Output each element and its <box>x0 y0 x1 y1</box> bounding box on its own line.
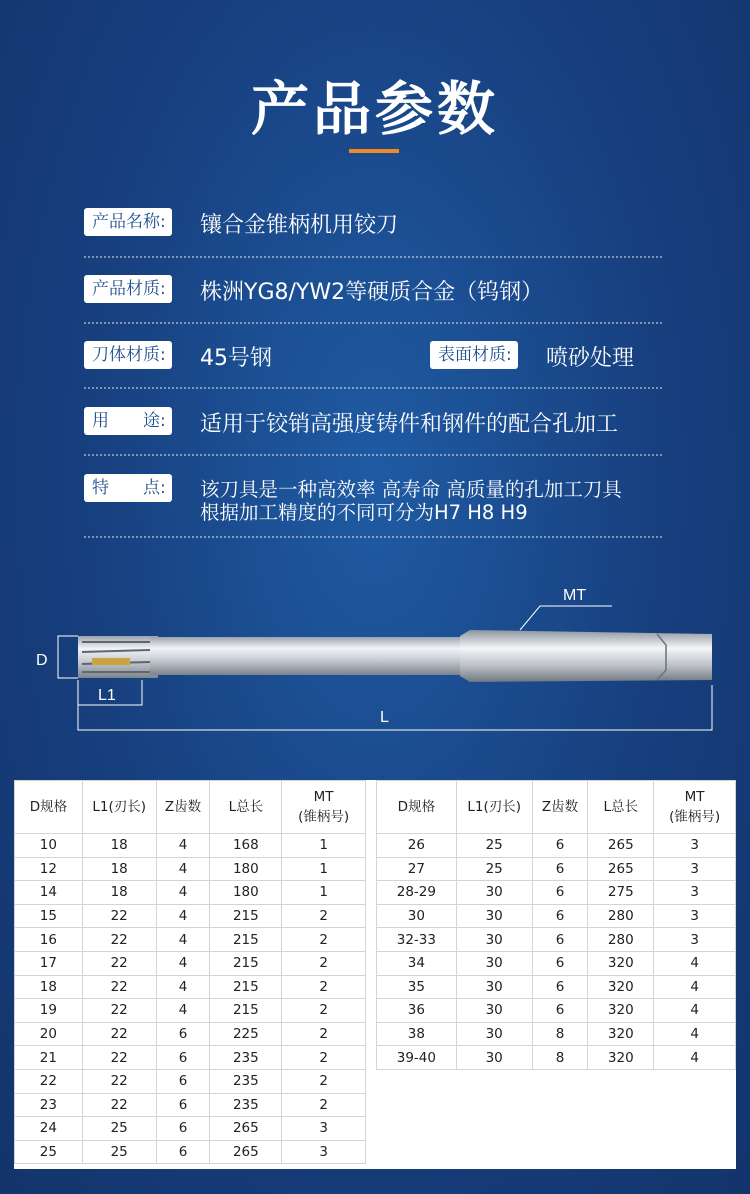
reamer-body <box>150 637 462 675</box>
header-l: L总长 <box>588 781 654 834</box>
table-cell: 1 <box>282 834 366 858</box>
table-cell: 4 <box>156 904 210 928</box>
table-cell: 4 <box>654 1046 736 1070</box>
table-cell: 22 <box>82 904 156 928</box>
table-cell: 2 <box>282 1069 366 1093</box>
table-cell: 12 <box>15 857 83 881</box>
table-cell: 215 <box>210 904 282 928</box>
table-cell: 6 <box>532 857 588 881</box>
param-value-material: 株洲YG8/YW2等硬质合金（钨钢） <box>200 280 544 305</box>
table-cell: 320 <box>588 975 654 999</box>
table-cell: 26 <box>377 834 457 858</box>
table-cell: 22 <box>82 1022 156 1046</box>
table-cell: 2 <box>282 975 366 999</box>
table-cell: 30 <box>456 881 532 905</box>
table-row <box>15 1140 366 1164</box>
table-cell: 25 <box>15 1140 83 1164</box>
table-cell: 265 <box>210 1140 282 1164</box>
table-row <box>15 951 366 975</box>
table-row <box>15 1069 366 1093</box>
table-cell: 6 <box>156 1022 210 1046</box>
divider <box>84 454 662 456</box>
label-l: L <box>380 709 389 726</box>
reamer-diagram <box>0 575 750 745</box>
param-row-features <box>84 474 662 524</box>
table-cell: 2 <box>282 928 366 952</box>
table-cell: 28-29 <box>377 881 457 905</box>
table-cell: 6 <box>156 1069 210 1093</box>
param-label-name: 产品名称: <box>84 208 172 236</box>
table-cell: 18 <box>15 975 83 999</box>
table-cell: 2 <box>282 904 366 928</box>
param-row-name <box>84 208 662 236</box>
table-cell: 4 <box>156 928 210 952</box>
table-cell: 6 <box>532 975 588 999</box>
table-cell: 20 <box>15 1022 83 1046</box>
table-cell: 25 <box>456 857 532 881</box>
table-cell: 3 <box>282 1140 366 1164</box>
table-row <box>15 834 366 858</box>
table-cell: 265 <box>588 857 654 881</box>
table-row <box>377 975 736 999</box>
header-l1: L1(刃长) <box>82 781 156 834</box>
table-row <box>15 1046 366 1070</box>
header-z: Z齿数 <box>532 781 588 834</box>
table-cell: 180 <box>210 881 282 905</box>
table-cell: 18 <box>82 834 156 858</box>
table-cell: 32-33 <box>377 928 457 952</box>
table-cell: 225 <box>210 1022 282 1046</box>
table-cell: 8 <box>532 1046 588 1070</box>
divider <box>84 536 662 538</box>
label-d: D <box>36 652 48 669</box>
table-cell: 4 <box>156 951 210 975</box>
param-value-usage: 适用于铰销高强度铸件和钢件的配合孔加工 <box>200 412 619 437</box>
table-cell: 22 <box>82 999 156 1023</box>
table-cell: 6 <box>532 951 588 975</box>
table-cell: 19 <box>15 999 83 1023</box>
header-mt-line1: MT <box>313 789 334 805</box>
header-mt <box>282 781 366 834</box>
table-cell: 30 <box>456 951 532 975</box>
header-mt-line1: MT <box>684 789 705 805</box>
table-row <box>377 999 736 1023</box>
divider <box>84 387 662 389</box>
table-cell: 16 <box>15 928 83 952</box>
table-cell: 3 <box>654 834 736 858</box>
table-cell: 4 <box>654 1022 736 1046</box>
header-l: L总长 <box>210 781 282 834</box>
table-cell: 215 <box>210 951 282 975</box>
page-title: 产品参数 <box>250 75 499 143</box>
header-mt-line2: (锥柄号) <box>669 809 721 825</box>
table-row <box>15 857 366 881</box>
title-underline <box>349 149 399 153</box>
table-row <box>377 881 736 905</box>
divider <box>84 256 662 258</box>
param-row-usage <box>84 407 662 435</box>
table-cell: 22 <box>82 1069 156 1093</box>
table-cell: 235 <box>210 1093 282 1117</box>
param-label-body-material: 刀体材质: <box>84 341 172 369</box>
table-cell: 25 <box>82 1140 156 1164</box>
param-value-name: 镶合金锥柄机用铰刀 <box>200 213 399 238</box>
label-mt: MT <box>563 587 587 604</box>
table-cell: 18 <box>82 881 156 905</box>
table-cell: 24 <box>15 1117 83 1141</box>
table-cell: 235 <box>210 1046 282 1070</box>
table-cell: 4 <box>654 999 736 1023</box>
header-d: D规格 <box>377 781 457 834</box>
header-z: Z齿数 <box>156 781 210 834</box>
reamer-taper-shank <box>460 630 712 682</box>
table-cell: 4 <box>156 975 210 999</box>
table-row <box>15 881 366 905</box>
table-row <box>377 857 736 881</box>
table-cell: 25 <box>456 834 532 858</box>
table-cell: 168 <box>210 834 282 858</box>
table-cell: 320 <box>588 951 654 975</box>
table-cell: 4 <box>654 975 736 999</box>
table-cell: 6 <box>532 904 588 928</box>
table-cell: 10 <box>15 834 83 858</box>
table-row <box>377 904 736 928</box>
table-cell: 14 <box>15 881 83 905</box>
param-label-surface: 表面材质: <box>430 341 518 369</box>
table-cell: 6 <box>532 881 588 905</box>
table-cell: 320 <box>588 1046 654 1070</box>
param-value-features-line1: 该刀具是一种高效率 高寿命 高质量的孔加工刀具 <box>200 478 622 501</box>
header-l1: L1(刃长) <box>456 781 532 834</box>
table-cell: 22 <box>82 928 156 952</box>
table-cell: 30 <box>456 1022 532 1046</box>
table-row <box>15 975 366 999</box>
table-cell: 3 <box>654 857 736 881</box>
table-row <box>15 928 366 952</box>
param-label-usage: 用 途: <box>84 407 172 435</box>
table-cell: 320 <box>588 1022 654 1046</box>
table-cell: 27 <box>377 857 457 881</box>
table-cell: 23 <box>15 1093 83 1117</box>
table-cell: 3 <box>654 928 736 952</box>
table-cell: 8 <box>532 1022 588 1046</box>
table-cell: 275 <box>588 881 654 905</box>
table-cell: 1 <box>282 857 366 881</box>
table-cell: 30 <box>377 904 457 928</box>
table-cell: 2 <box>282 1022 366 1046</box>
table-row <box>377 1046 736 1070</box>
table-cell: 3 <box>654 881 736 905</box>
table-cell: 2 <box>282 1093 366 1117</box>
table-row <box>15 1022 366 1046</box>
table-cell: 4 <box>156 999 210 1023</box>
param-value-features-line2: 根据加工精度的不同可分为H7 H8 H9 <box>200 501 528 524</box>
table-cell: 4 <box>654 951 736 975</box>
table-cell: 39-40 <box>377 1046 457 1070</box>
table-row <box>15 1093 366 1117</box>
table-row <box>377 834 736 858</box>
table-header-row <box>377 781 736 834</box>
param-row-body-material <box>84 341 662 369</box>
header-d: D规格 <box>15 781 83 834</box>
table-header-row <box>15 781 366 834</box>
table-cell: 4 <box>156 857 210 881</box>
table-cell: 1 <box>282 881 366 905</box>
table-cell: 215 <box>210 928 282 952</box>
table-cell: 22 <box>82 1093 156 1117</box>
table-cell: 22 <box>82 1046 156 1070</box>
table-row <box>15 999 366 1023</box>
param-row-material <box>84 275 662 303</box>
table-cell: 30 <box>456 904 532 928</box>
param-value-surface: 喷砂处理 <box>546 346 635 371</box>
table-row <box>377 951 736 975</box>
table-cell: 4 <box>156 881 210 905</box>
param-value-body-material: 45号钢 <box>200 346 272 371</box>
table-cell: 3 <box>654 904 736 928</box>
table-cell: 30 <box>456 1046 532 1070</box>
table-cell: 280 <box>588 928 654 952</box>
table-cell: 6 <box>532 999 588 1023</box>
table-cell: 25 <box>82 1117 156 1141</box>
table-cell: 4 <box>156 834 210 858</box>
table-cell: 215 <box>210 975 282 999</box>
table-cell: 17 <box>15 951 83 975</box>
table-cell: 30 <box>456 999 532 1023</box>
table-cell: 6 <box>156 1093 210 1117</box>
spec-table-right <box>376 780 736 1070</box>
table-cell: 235 <box>210 1069 282 1093</box>
table-cell: 6 <box>532 834 588 858</box>
param-label-material: 产品材质: <box>84 275 172 303</box>
table-cell: 2 <box>282 1046 366 1070</box>
table-cell: 265 <box>588 834 654 858</box>
table-cell: 18 <box>82 857 156 881</box>
table-row <box>377 1022 736 1046</box>
table-row <box>15 1117 366 1141</box>
header-mt <box>654 781 736 834</box>
label-l1: L1 <box>98 687 116 704</box>
table-cell: 6 <box>156 1117 210 1141</box>
table-cell: 6 <box>156 1046 210 1070</box>
table-row <box>377 928 736 952</box>
table-cell: 22 <box>82 975 156 999</box>
table-cell: 22 <box>15 1069 83 1093</box>
spec-table-left <box>14 780 366 1164</box>
param-label-features: 特 点: <box>84 474 172 502</box>
table-cell: 30 <box>456 928 532 952</box>
table-cell: 30 <box>456 975 532 999</box>
table-cell: 6 <box>156 1140 210 1164</box>
spec-table-panel <box>14 780 736 1169</box>
table-cell: 38 <box>377 1022 457 1046</box>
table-cell: 35 <box>377 975 457 999</box>
table-cell: 215 <box>210 999 282 1023</box>
table-cell: 320 <box>588 999 654 1023</box>
table-cell: 280 <box>588 904 654 928</box>
table-cell: 265 <box>210 1117 282 1141</box>
table-cell: 15 <box>15 904 83 928</box>
table-cell: 3 <box>282 1117 366 1141</box>
table-row <box>15 904 366 928</box>
table-cell: 180 <box>210 857 282 881</box>
header-mt-line2: (锥柄号) <box>298 809 350 825</box>
table-cell: 36 <box>377 999 457 1023</box>
table-cell: 22 <box>82 951 156 975</box>
table-cell: 2 <box>282 999 366 1023</box>
table-cell: 6 <box>532 928 588 952</box>
table-cell: 21 <box>15 1046 83 1070</box>
divider <box>84 322 662 324</box>
table-cell: 2 <box>282 951 366 975</box>
table-cell: 34 <box>377 951 457 975</box>
